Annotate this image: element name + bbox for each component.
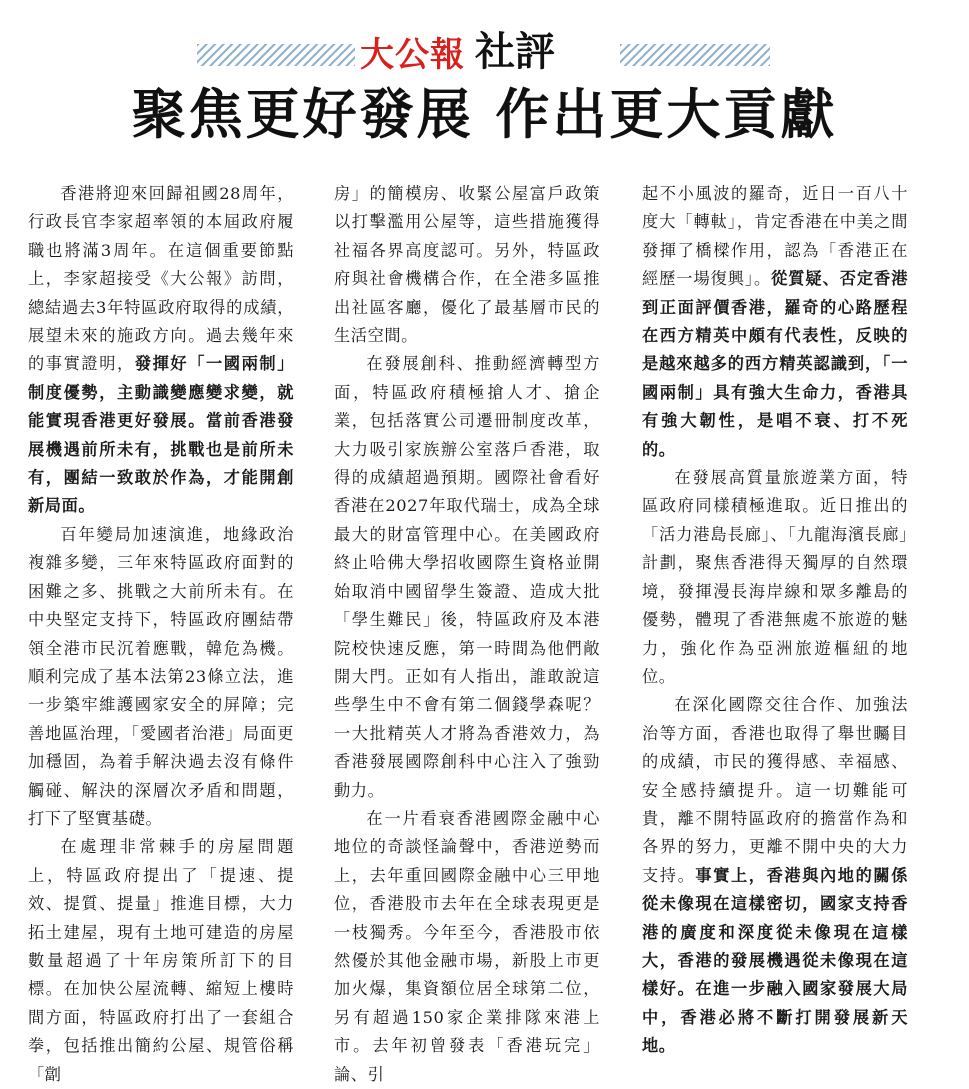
paragraph: 在一片看衰香港國際金融中心地位的奇談怪論聲中，香港逆勢而上，去年重回國際金融中心三甲地位，香港股市去年在全球表現更是一枝獨秀。今年至今，香港股市依然優於其他金融市場，新股上市更加火爆，集資額位居全球第二位，另有超過150家企業排隊來港上市。去年初曾發表「香港玩完」論、引: [334, 808, 600, 1084]
article-column-2: [334, 180, 600, 1084]
paragraph-text: 在深化國際交往合作、加強法治等方面，香港也取得了舉世矚目的成績，市民的獲得感、幸福感、安全感持續提升。這一切難能可貴，離不開特區政府的擔當作為和各界的努力，更離不開中央的大力支持。: [642, 695, 908, 885]
masthead: [360, 26, 555, 75]
paragraph: 在發展創科、推動經濟轉型方面，特區政府積極搶人才、搶企業，包括落實公司遷冊制度改革，大力吸引家族辦公室落戶香港，取得的成績超過預期。國際社會看好香港在2027年取代瑞士，成為全球最大的財富管理中心。在美國政府終止哈佛大學招收國際生資格並開始取消中國留學生簽證、造成大批「學生難民」後，特區政府及本港院校快速反應，第一時間為他們敞開大門。正如有人指出，誰敢說這些學生中不會有第二個錢學森呢？一大批精英人才將為香港效力，為香港發展國際創科中心注入了強勁動力。: [334, 354, 600, 800]
paragraph: [28, 180, 294, 521]
emphasis-text: 發揮好「一國兩制」制度優勢，主動識變應變求變，就能實現香港更好發展。當前香港發展機遇前所未有，挑戰也是前所未有，團結一致敢於作為，才能開創新局面。: [28, 354, 294, 516]
paragraph: 在處理非常棘手的房屋問題上，特區政府提出了「提速、提效、提質、提量」推進目標，大力拓土建屋，現有土地可建造的房屋數量超過了十年房策所訂下的目標。在加快公屋流轉、縮短上樓時間方面，特區政府打出了一套組合拳，包括推出簡約公屋、規管俗稱「劏: [28, 837, 294, 1084]
paragraph: [642, 180, 908, 464]
article-column-1: [28, 180, 294, 1084]
paragraph: 在發展高質量旅遊業方面，特區政府同樣積極進取。近日推出的「活力港島長廊」、「九龍海濱長廊」計劃，聚焦香港得天獨厚的自然環境，發揮漫長海岸線和眾多離島的優勢，體現了香港無處不旅遊的魅力，強化作為亞洲旅遊樞紐的地位。: [642, 468, 908, 686]
paragraph-text: 香港將迎來回歸祖國28周年，行政長官李家超率領的本屆政府履職也將滿3周年。在這個重要節點上，李家超接受《大公報》訪問，總結過去3年特區政府取得的成績，展望未來的施政方向。過去幾年來的事實證明，: [28, 184, 294, 374]
emphasis-text: 事實上，香港與內地的關係從未像現在這樣密切，國家支持香港的廣度和深度從未像現在這樣大，香港的發展機遇從未像現在這樣好。在進一步融入國家發展大局中，香港必將不斷打開發展新天地。: [642, 865, 908, 1056]
article-headline: 聚焦更好發展 作出更大貢獻: [131, 83, 838, 146]
decorative-stripe-right: [620, 44, 770, 66]
paragraph: 房」的簡模房、收緊公屋富戶政策以打擊濫用公屋等，這些措施獲得社福各界高度認可。另外，特區政府與社會機構合作，在全港多區推出社區客廳，優化了最基層市民的生活空間。: [334, 184, 600, 346]
brand-logo: 大公報: [360, 35, 465, 75]
article-column-3: [642, 180, 908, 1056]
decorative-stripe-left: [197, 44, 355, 66]
paragraph-text: 起不小風波的羅奇，近日一百八十度大「轉軚」，肯定香港在中美之間發揮了橋樑作用，認為「香港正在經歷一場復興」。: [642, 184, 908, 289]
paragraph: 百年變局加速演進，地緣政治複雜多變，三年來特區政府面對的困難之多、挑戰之大前所未有。在中央堅定支持下，特區政府團結帶領全港市民沉着應戰，韓危為機。順利完成了基本法第23條立法，進一步築牢維護國家安全的屏障；完善地區治理，「愛國者治港」局面更加穩固，為着手解決過去沒有條件觸碰、解決的深層次矛盾和問題，打下了堅實基礎。: [28, 524, 294, 828]
emphasis-text: 從質疑、否定香港到正面評價香港，羅奇的心路歷程在西方精英中頗有代表性，反映的是越來越多的西方精英認識到，「一國兩制」具有強大生命力，香港具有強大韌性，是唱不衰、打不死的。: [642, 269, 908, 459]
paragraph: [642, 691, 908, 1060]
masthead-header: [0, 0, 969, 82]
section-label: 社評: [475, 29, 555, 75]
